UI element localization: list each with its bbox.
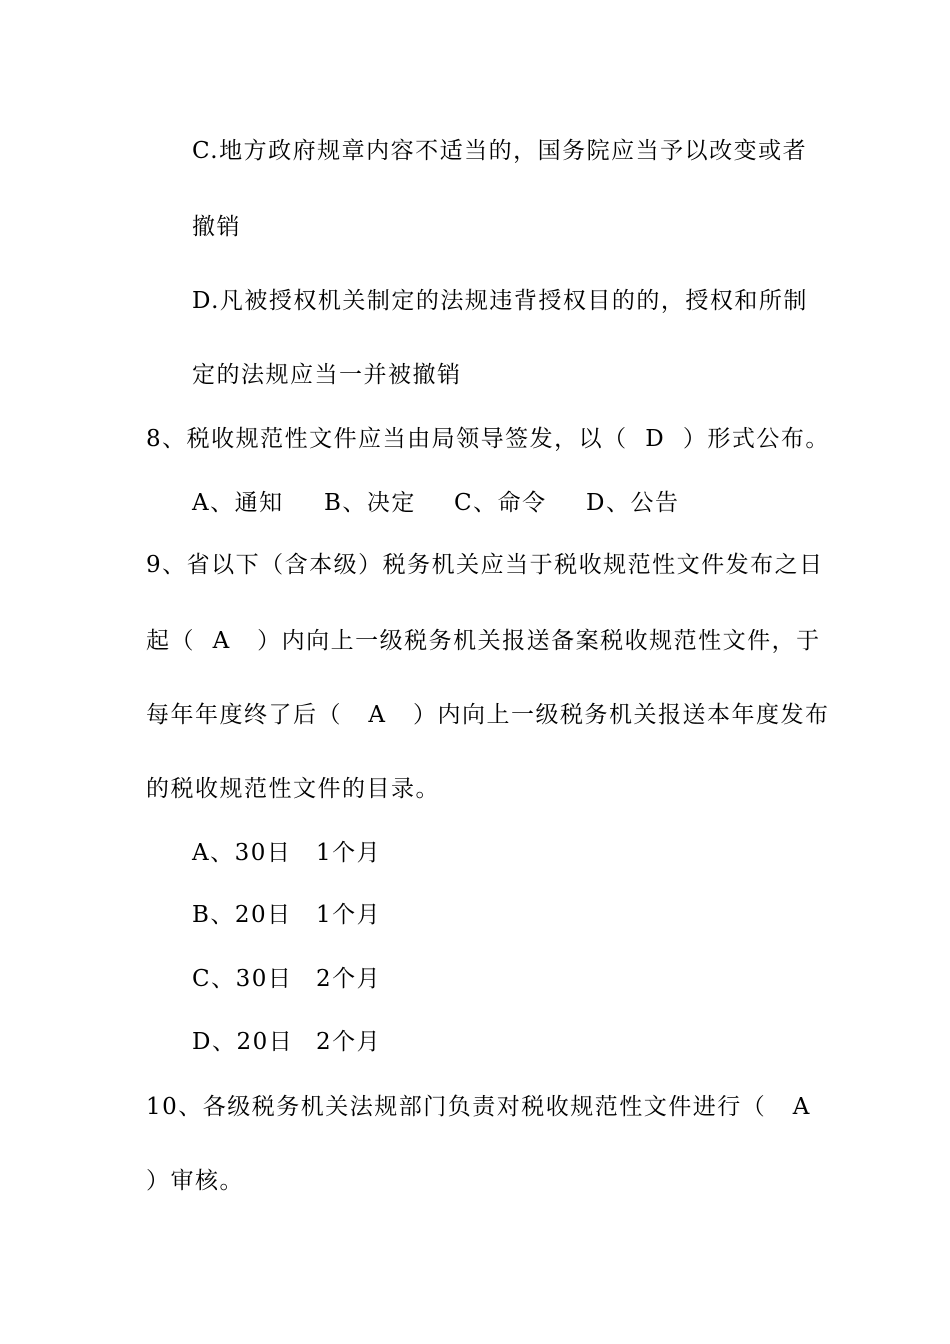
q10-stem-line2: ）审核。 — [146, 1168, 244, 1194]
q9-option-b-months: 1个月 — [316, 902, 382, 928]
q9-option-d-months: 2个月 — [316, 1029, 382, 1055]
q9-option-c-days: C、30日 — [192, 966, 293, 992]
q8-option-b: B、决定 — [324, 490, 416, 516]
q9-option-a-months: 1个月 — [316, 840, 382, 866]
q9-option-d-days: D、20日 — [192, 1029, 294, 1055]
q9-option-b-days: B、20日 — [192, 902, 292, 928]
q9-stem-line1: 9、省以下（含本级）税务机关应当于税收规范性文件发布之日 — [146, 552, 824, 578]
q9-stem-line2: 起（ A ）内向上一级税务机关报送备案税收规范性文件，于 — [146, 628, 821, 654]
q9-stem-line4: 的税收规范性文件的目录。 — [146, 776, 440, 802]
q8-option-d: D、公告 — [586, 490, 680, 516]
q9-option-d — [192, 1027, 382, 1147]
q7-option-d-line1: D.凡被授权机关制定的法规违背授权目的的，授权和所制 — [192, 288, 808, 314]
q9-stem-line3: 每年年度终了后（ A ）内向上一级税务机关报送本年度发布 — [146, 702, 830, 728]
q8-stem: 8、税收规范性文件应当由局领导签发，以（ D ）形式公布。 — [146, 426, 830, 452]
q10-stem-line1: 10、各级税务机关法规部门负责对税收规范性文件进行（ A — [146, 1094, 811, 1120]
q7-option-c-line1: C.地方政府规章内容不适当的，国务院应当予以改变或者 — [192, 138, 808, 164]
q7-option-c-line2: 撤销 — [192, 214, 241, 240]
q7-option-d-line2: 定的法规应当一并被撤销 — [192, 362, 462, 388]
q8-option-c: C、命令 — [454, 490, 547, 516]
q8-option-a: A、通知 — [192, 490, 284, 516]
q9-option-a-days: A、30日 — [192, 840, 292, 866]
q9-option-c-months: 2个月 — [316, 966, 382, 992]
